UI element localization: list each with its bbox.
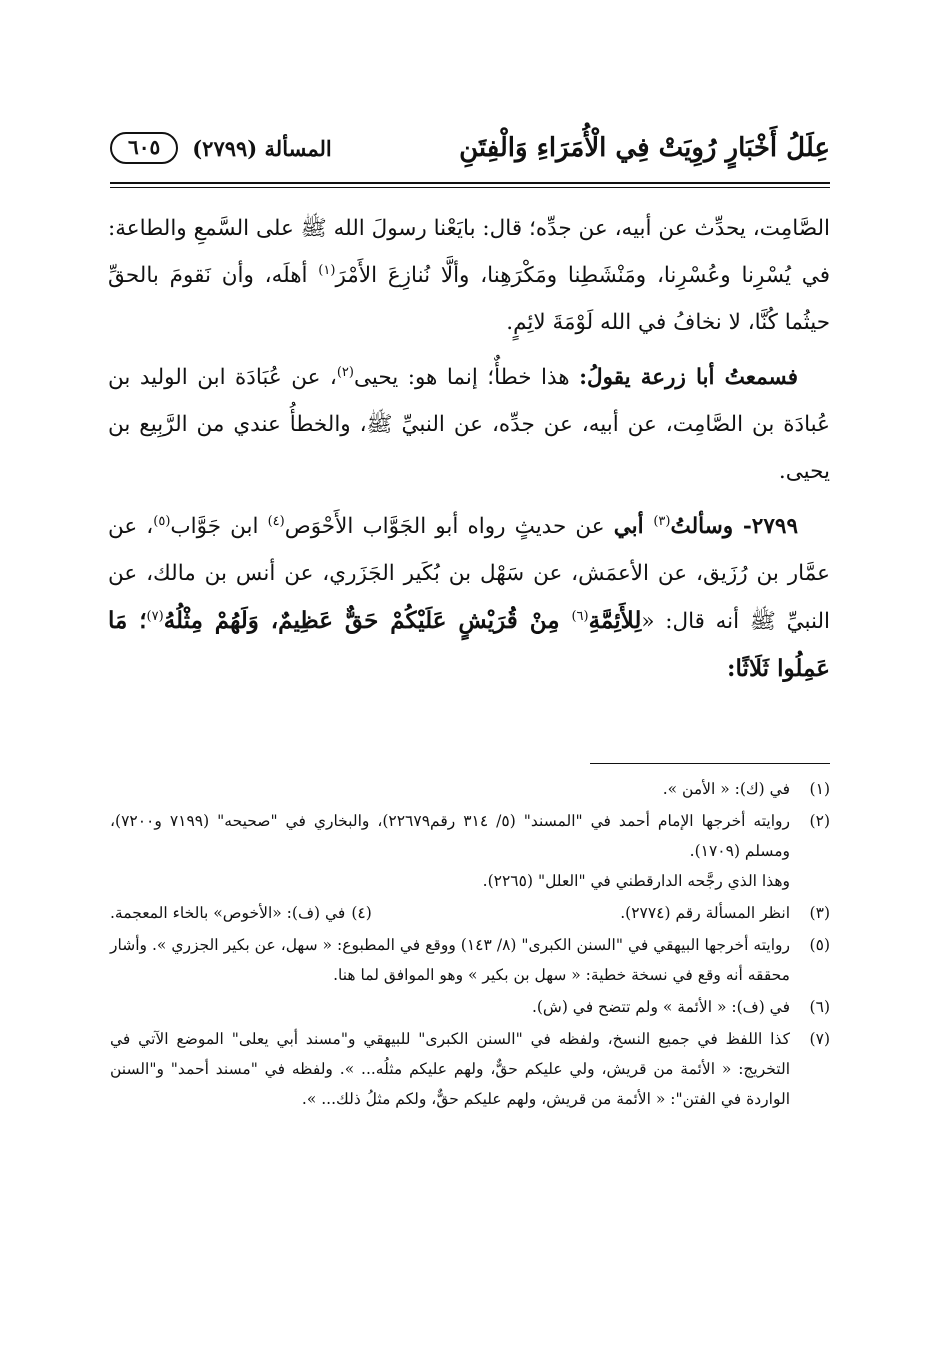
footnote-2-text-a: روايته أخرجها الإمام أحمد في "المسند" (٥/ ٣١٤ رقم٢٢٦٧٩)، والبخاري في "صحيحه" (٧١٩٩ و٧٢٠٠)، ومسلم (١٧٠٩). [110, 812, 791, 860]
footnote-number: (٣) [809, 904, 830, 922]
footnotes [110, 774, 830, 1116]
book-title: عِلَلُ أَخْبَارٍ رُوِيَتْ فِي الْأُمَرَاءِ وَالْفِتَنِ [459, 133, 830, 163]
footnote-text: في (ف): « الأئمة » ولم تتضح في (ش). [531, 998, 790, 1016]
paragraph-2-text-b: ، عن عُبَادَة ابن الوليد بن عُبادَة بن الصَّامِت، عن أبيه، عن جدِّه، عن النبيِّ ﷺ، والخطأُ عندي من الرَّبِيع بن يحيى. [108, 365, 830, 484]
paragraph-3-text-a: عن حديثٍ رواه أبو الجَوَّاب الأَحْوَص [284, 514, 614, 539]
paragraph-2-lead: فسمعتُ أبا زرعة يقولُ: [579, 365, 799, 390]
hadith-text-c: ؛ مَا عَمِلُوا ثَلَاثًا: [108, 607, 830, 682]
paragraph-2-text-a: هذا خطأٌ؛ إنما هو: يحيى [353, 365, 580, 390]
footnote-3-4 [110, 898, 830, 928]
footnote-text [110, 898, 790, 928]
footnote-text: روايته أخرجها البيهقي في "السنن الكبرى" (٨/ ١٤٣) ووقع في المطبوع: « سهل، عن بكير الجزري ». وأشار محققه أنه وقع في نسخة خطية: « سهل بن بكير » وهو الموافق لما هنا. [110, 936, 790, 984]
footnote-text: كذا اللفظ في جميع النسخ، ولفظه في "السنن الكبرى" للبيهقي و"مسند أبي يعلى" الموضع الآتي في التخريج: « الأئمة من قريش، ولي عليكم حقٌّ، ولهم عليكم مثلُه... ». ولفظه في "مسند أحمد" و"السنن الواردة في الفتن": « الأئمة من قريش، ولهم عليكم حقٌّ، ولكم مثلُ ذلك... ». [110, 1030, 790, 1108]
issue-label: المسألة (٢٧٩٩) [192, 135, 332, 161]
footnote-ref-6: (٦) [571, 608, 589, 624]
paragraph-3-text-b: ابن جَوَّاب [170, 514, 268, 539]
footnote-3-text: انظر المسألة رقم (٢٧٧٤). [620, 904, 790, 922]
footnote-4-text: في (ف): «الأخوص» بالخاء المعجمة. [110, 904, 346, 922]
footnote-number: (٢) [809, 812, 830, 830]
hadith-text-b: مِنْ قُرَيْشٍ عَلَيْكُمْ حَقٌّ عَظِيمٌ، وَلَهُمْ مِثْلُهُ [163, 607, 572, 634]
footnote-text: في (ك): « الأمن ». [662, 780, 790, 798]
footnote-text [110, 806, 790, 896]
paragraph-3 [108, 503, 830, 693]
footnote-separator [590, 763, 830, 764]
footnote-6 [110, 992, 830, 1022]
paragraph-3-lead: أبي [613, 514, 654, 539]
footnote-4 [110, 898, 372, 928]
footnote-number: (٥) [809, 936, 830, 954]
footnote-2-text-b: وهذا الذي رجَّحه الدارقطني في "العلل" (٢٢٦٥). [482, 872, 790, 890]
hadith-text-a: لِلأَئِمَّةِ [588, 607, 642, 634]
paragraph-1-text-b: أهلَه، وأن نَقومَ بالحقِّ حيثُما كُنَّا، لا نخافُ في الله لَوْمَةَ لائِمٍ. [108, 263, 830, 335]
footnote-5 [110, 930, 830, 990]
header-rule-thick [110, 182, 830, 184]
footnote-number: (٧) [809, 1030, 830, 1048]
footnote-ref-5: (٥) [153, 513, 171, 529]
paragraph-1-text: الصَّامِت، يحدِّث عن أبيه، عن جدِّه؛ قال: بايَعْنا رسولَ الله ﷺ على السَّمعِ والطاعة: في يُسْرِنا وعُسْرِنا، ومَنْشَطِنا ومَكْرَهِنا، وألَّا نُنازِعَ الأَمْرَ [108, 216, 830, 288]
paragraph-2 [108, 354, 830, 495]
footnote-ref-1: (١) [318, 262, 336, 278]
header-meta [110, 132, 332, 164]
footnote-ref-2: (٢) [336, 364, 354, 380]
footnote-number: (٤) [351, 904, 372, 922]
paragraph-1 [108, 205, 830, 346]
running-header [110, 118, 830, 178]
footnote-7 [110, 1024, 830, 1114]
footnote-ref-7: (٧) [146, 608, 164, 624]
footnote-2 [110, 806, 830, 896]
footnote-ref-3: (٣) [653, 513, 671, 529]
paragraph-3-text-c: ، عن عمَّار بن رُزَيق، عن الأعمَش، عن سَهْل بن بُكَير الجَزَري، عن أنس بن مالك، عن النبيِّ ﷺ أنه قال: « [108, 514, 830, 634]
footnote-number: (٦) [809, 998, 830, 1016]
header-rule-thin [110, 187, 830, 188]
page-number: ٦٠٥ [110, 132, 178, 164]
main-text [108, 205, 830, 693]
footnote-number: (١) [809, 780, 830, 798]
issue-number: ٢٧٩٩- وسألتُ [670, 514, 798, 539]
footnote-ref-4: (٤) [267, 513, 285, 529]
footnote-1 [110, 774, 830, 804]
